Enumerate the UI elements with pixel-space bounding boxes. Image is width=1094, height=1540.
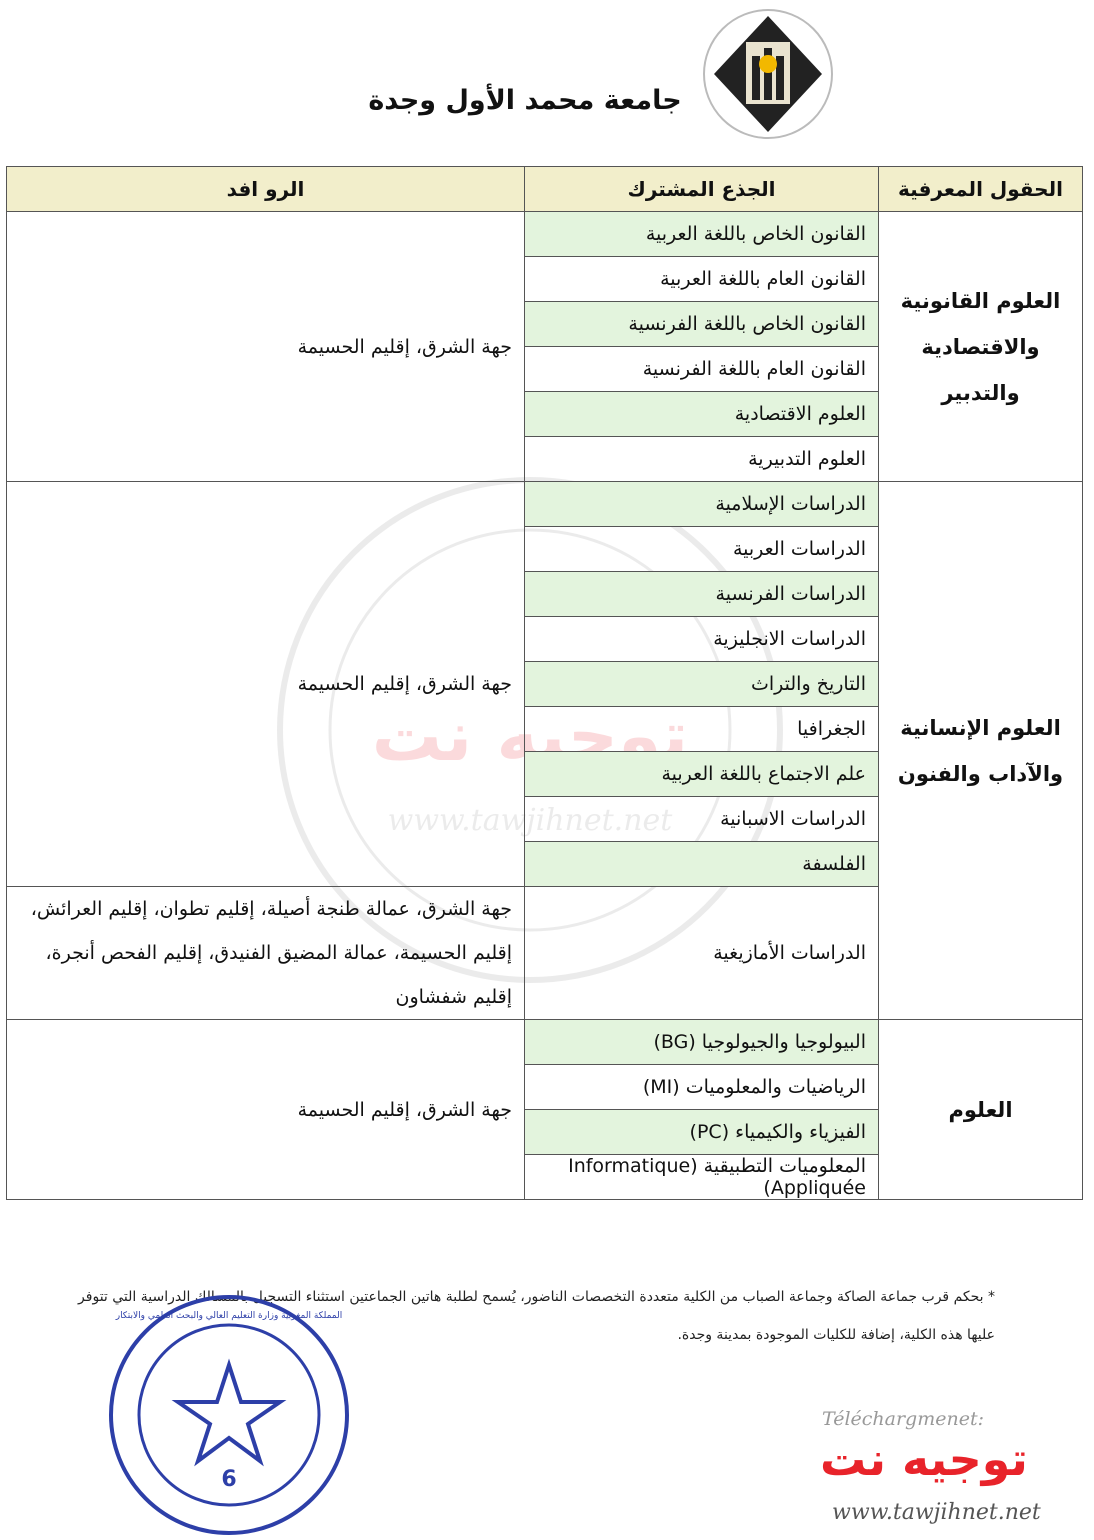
watermark-label: Téléchargmenet: (822, 1408, 984, 1430)
tronc-cell: القانون الخاص باللغة العربية (525, 212, 879, 257)
tronc-cell: العلوم التدبيرية (525, 437, 879, 482)
svg-text:توجيه نت: توجيه نت (371, 695, 689, 777)
tronc-cell: المعلوميات التطبيقية (Informatique Appliquée) (525, 1155, 879, 1200)
tronc-cell: الفيزياء والكيمياء (PC) (525, 1110, 879, 1155)
field-cell: العلوم (879, 1020, 1083, 1200)
header-field: الحقول المعرفية (879, 167, 1083, 212)
table-row (7, 212, 1083, 257)
tronc-cell: الدراسات الفرنسية (525, 572, 879, 617)
tronc-cell: الدراسات الأمازيغية (525, 887, 879, 1020)
field-cell: العلوم الإنسانية والآداب والفنون (879, 482, 1083, 1020)
tronc-cell: العلوم الاقتصادية (525, 392, 879, 437)
tronc-cell: الدراسات الاسبانية (525, 797, 879, 842)
tronc-cell: الدراسات العربية (525, 527, 879, 572)
svg-text:6: 6 (221, 1467, 237, 1492)
svg-text:المملكة المغربية وزارة التعليم: المملكة المغربية وزارة التعليم العالي والبحث العلمي والابتكار (115, 1311, 343, 1321)
tronc-cell: الدراسات الانجليزية (525, 617, 879, 662)
region-cell: جهة الشرق، إقليم الحسيمة (7, 212, 525, 482)
region-cell: جهة الشرق، عمالة طنجة أصيلة، إقليم تطوان، إقليم العرائش، إقليم الحسيمة، عمالة المضيق الفنيدق، إقليم الفحص أنجرة، إقليم شفشاون (7, 887, 525, 1020)
tronc-cell: البيولوجيا والجيولوجيا (BG) (525, 1020, 879, 1065)
university-logo (700, 6, 836, 142)
tronc-cell: علم الاجتماع باللغة العربية (525, 752, 879, 797)
header-tronc: الجذع المشترك (525, 167, 879, 212)
tronc-cell: الفلسفة (525, 842, 879, 887)
orientation-table (6, 166, 1083, 1200)
page-header (0, 0, 1094, 160)
field-cell: العلوم القانونية والاقتصادية والتدبير (879, 212, 1083, 482)
tronc-cell: القانون العام باللغة العربية (525, 257, 879, 302)
watermark-brand: توجيه نت (820, 1432, 1028, 1486)
table-row (7, 482, 1083, 527)
tronc-cell: التاريخ والتراث (525, 662, 879, 707)
tronc-cell: الرياضيات والمعلوميات (MI) (525, 1065, 879, 1110)
tronc-cell: الجغرافيا (525, 707, 879, 752)
table-row (7, 1020, 1083, 1065)
ministry-stamp (104, 1290, 354, 1540)
university-title: جامعة محمد الأول وجدة (368, 85, 682, 116)
watermark-url: www.tawjihnet.net (832, 1500, 1041, 1525)
header-region: الرو افد (7, 167, 525, 212)
svg-text:www.tawjihnet.net: www.tawjihnet.net (387, 803, 673, 838)
region-cell: جهة الشرق، إقليم الحسيمة (7, 1020, 525, 1200)
tronc-cell: القانون الخاص باللغة الفرنسية (525, 302, 879, 347)
tronc-cell: الدراسات الإسلامية (525, 482, 879, 527)
footnote: * بحكم قرب جماعة الصاكة وجماعة الصباب من الكلية متعددة التخصصات الناضور، يُسمح لطلبة هاتين الجماعتين استثناء التسجيل بالمسالك الدراسية التي تتوفر عليها هذه الكلية، إضافة للكليات الموجودة بمدينة وجدة. (78, 1289, 995, 1343)
tronc-cell: القانون العام باللغة الفرنسية (525, 347, 879, 392)
table-header-row (7, 167, 1083, 212)
region-cell: جهة الشرق، إقليم الحسيمة (7, 482, 525, 887)
